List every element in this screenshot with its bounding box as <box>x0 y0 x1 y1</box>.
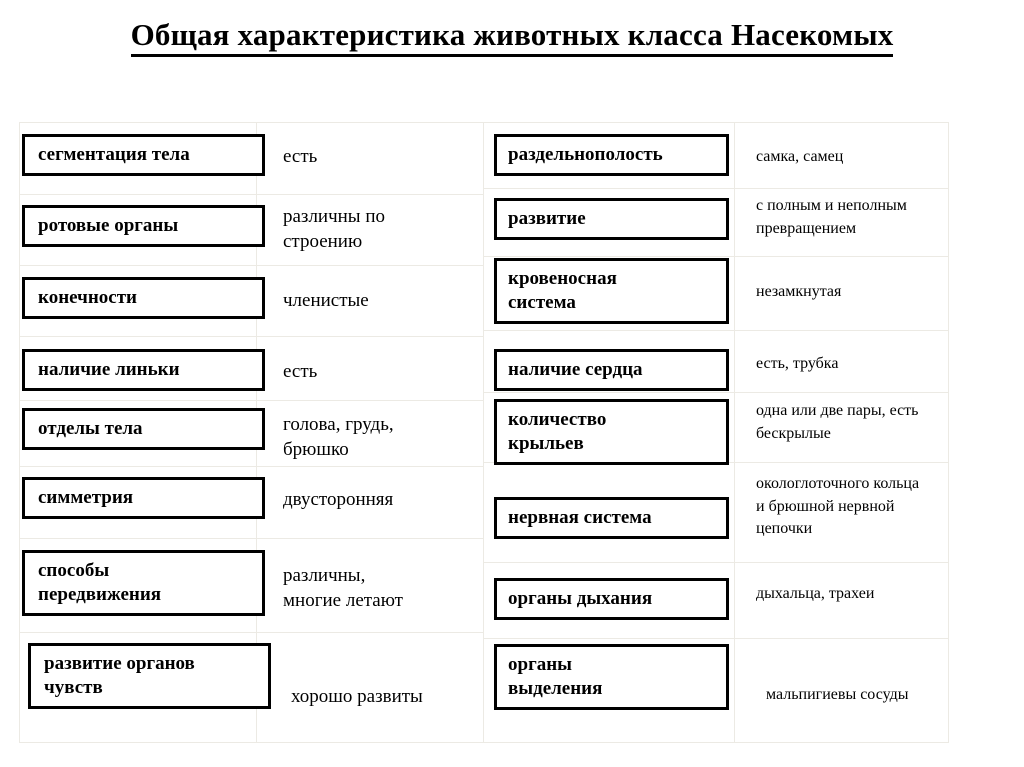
value-line: дыхальца, трахеи <box>756 585 875 602</box>
term-line: наличие линьки <box>38 358 180 380</box>
term-box <box>22 277 265 319</box>
term-line: органы <box>508 653 572 675</box>
term-line: сегментация тела <box>38 143 190 165</box>
value-line: есть <box>283 146 318 167</box>
value-line: различны, <box>283 565 366 586</box>
term-line: конечности <box>38 286 137 308</box>
term-line: ротовые органы <box>38 214 179 236</box>
value-text <box>756 353 838 376</box>
term-box <box>22 477 265 519</box>
term-box <box>22 134 265 176</box>
term-box <box>28 643 271 709</box>
term-line: наличие сердца <box>508 358 643 380</box>
value-text <box>283 359 317 384</box>
term-line: органы дыхания <box>508 587 653 609</box>
value-line: многие летают <box>283 590 403 612</box>
value-text <box>283 144 317 169</box>
value-line: с полным и неполным <box>756 197 907 214</box>
value-text <box>283 288 369 313</box>
value-line: превращением <box>756 219 857 237</box>
term-box <box>494 497 729 539</box>
term-line: передвижения <box>38 584 162 605</box>
value-line: мальпигиевы сосуды <box>766 686 909 703</box>
term-line: кровеносная <box>508 267 617 289</box>
term-line: чувств <box>44 677 103 698</box>
term-line: развитие органов <box>44 652 195 674</box>
value-text <box>756 473 919 541</box>
value-text <box>756 146 843 169</box>
left-column <box>0 0 480 767</box>
value-line: брюшко <box>283 439 349 461</box>
value-line: окологлоточного кольца <box>756 475 920 492</box>
term-box <box>494 134 729 176</box>
value-text <box>283 563 403 613</box>
value-line: хорошо развиты <box>291 686 423 707</box>
value-text <box>283 204 385 254</box>
term-line: способы <box>38 559 110 581</box>
term-line: развитие <box>508 207 586 229</box>
value-line: бескрылые <box>756 424 831 442</box>
value-line: двусторонняя <box>283 489 394 510</box>
term-line: раздельнополость <box>508 143 663 165</box>
value-text <box>766 684 908 707</box>
term-box <box>22 408 265 450</box>
term-box <box>494 198 729 240</box>
term-box <box>494 644 729 710</box>
value-line: цепочки <box>756 520 813 538</box>
value-text <box>756 195 907 240</box>
term-box <box>494 349 729 391</box>
value-text <box>756 583 874 606</box>
term-line: система <box>508 292 576 313</box>
value-line: строению <box>283 231 363 253</box>
term-line: выделения <box>508 678 603 699</box>
value-line: различны по <box>283 206 385 227</box>
value-text <box>756 281 841 304</box>
value-text <box>283 487 393 512</box>
value-text <box>283 412 394 462</box>
term-line: количество <box>508 408 607 430</box>
value-text <box>756 400 918 445</box>
value-line: голова, грудь, <box>283 414 394 435</box>
value-line: есть, трубка <box>756 355 839 372</box>
term-line: симметрия <box>38 486 134 508</box>
value-line: самка, самец <box>756 148 844 165</box>
term-line: отделы тела <box>38 417 143 439</box>
value-line: есть <box>283 361 318 382</box>
term-box <box>22 349 265 391</box>
term-box <box>494 578 729 620</box>
value-line: одна или две пары, есть <box>756 402 919 419</box>
value-line: незамкнутая <box>756 283 842 300</box>
term-line: нервная система <box>508 506 652 528</box>
right-column <box>480 0 1024 767</box>
term-box <box>22 205 265 247</box>
term-box <box>22 550 265 616</box>
value-line: членистые <box>283 290 369 311</box>
term-box <box>494 399 729 465</box>
term-box <box>494 258 729 324</box>
page-title-text: Общая характеристика животных класса Насекомых <box>131 18 894 57</box>
value-text <box>291 684 423 709</box>
term-line: крыльев <box>508 433 584 454</box>
value-line: и брюшной нервной <box>756 497 895 515</box>
